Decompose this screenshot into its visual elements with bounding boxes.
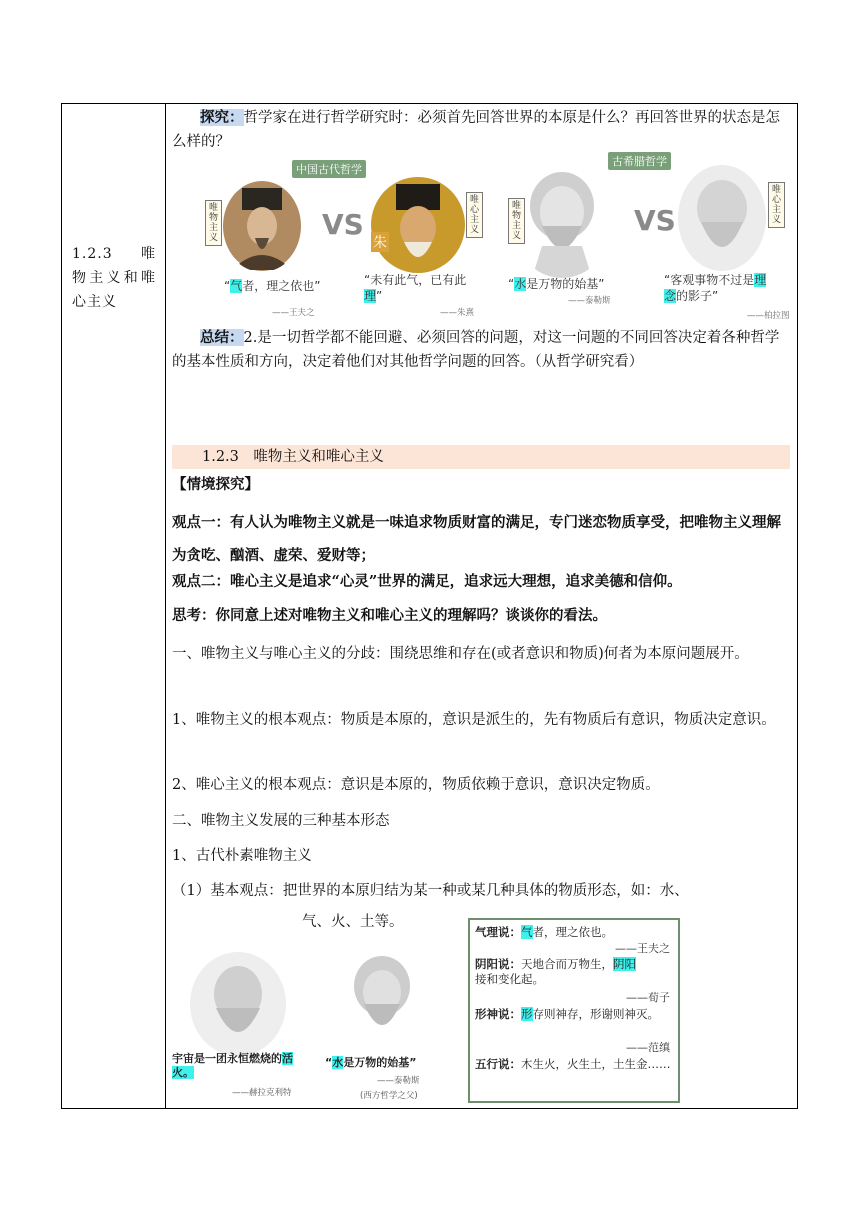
view-two: 观点二：唯心主义是追求“心灵”世界的满足，追求远大理想，追求美德和信仰。: [172, 573, 682, 590]
materialism-tag-2: 唯物主义: [508, 198, 525, 244]
wang-fuzhi-portrait: [222, 180, 302, 272]
thales-note: (西方哲学之父): [360, 1091, 418, 1101]
zhu-char: 朱: [371, 232, 389, 252]
content-table: [61, 103, 798, 1109]
explore-label: 探究：: [200, 109, 244, 126]
summary-paragraph: [172, 326, 792, 374]
view-one: 观点一：有人认为唯物主义就是一味追求物质财富的满足，专门迷恋物质享受，把唯物主义理解为贪吃、酗酒、虚荣、爱财等；: [172, 514, 781, 564]
thales-attr-2: ——泰勒斯: [377, 1076, 420, 1086]
qi-theory: 气理说：气者，理之依也。: [475, 925, 613, 939]
summary-text: 2.是一切哲学都不能回避、必须回答的问题，对这一问题的不同回答决定着各种哲学的基本性质和方向，决定着他们对其他哲学问题的回答。（从哲学研究看）: [172, 330, 780, 370]
quote-plato: “客观事物不过是理念的影子”: [664, 273, 767, 303]
explore-text: 哲学家在进行哲学研究时：必须首先回答世界的本原是什么？再回答世界的状态是怎么样的？: [172, 110, 780, 150]
summary-label: 总结：: [200, 329, 244, 346]
vs-left: VS: [322, 208, 364, 241]
column-divider: [165, 104, 166, 1108]
wuxing-theory: 五行说：木生火，火生土，土生金……: [475, 1057, 671, 1071]
materialism-tag: 唯物主义: [205, 200, 222, 246]
heraclitus-quote: 宇宙是一团永恒燃烧的活火。: [172, 1052, 293, 1079]
thales-bust: [512, 166, 612, 278]
yinyang-attr: ——荀子: [626, 991, 670, 1004]
idealism-tag-2: 唯心主义: [768, 182, 785, 228]
explore-paragraph: [172, 106, 792, 154]
idealism-tag: 唯心主义: [466, 192, 483, 238]
section-heading: 1.2.3 唯物主义和唯心主义: [202, 449, 384, 465]
qi-attr: ——王夫之: [615, 942, 670, 955]
ancient-theories-box: [468, 918, 680, 1103]
xingshen-attr: ——范缜: [626, 1041, 670, 1054]
attr-thales: ——泰勒斯: [568, 296, 611, 306]
point-two-one: 1、古代朴素唯物主义: [172, 848, 312, 864]
xingshen-theory: 形神说：形存则神存，形谢则神灭。: [475, 1007, 659, 1021]
greek-philosophy-label: 古希腊哲学: [608, 152, 671, 170]
attr-zhu: ——朱熹: [440, 308, 475, 318]
thales-quote-2: “水是万物的始基”: [325, 1056, 417, 1069]
quote-wang: “气者，理之依也”: [224, 279, 321, 293]
heraclitus-bust: [188, 950, 288, 1058]
point-one-one: 1、唯物主义的根本观点：物质是本原的，意识是派生的，先有物质后有意识，物质决定意识。: [172, 712, 776, 728]
heraclitus-attr: ——赫拉克利特: [232, 1088, 292, 1098]
plato-bust: [677, 164, 767, 272]
basic-view-line1: （1）基本观点：把世界的本原归结为某一种或某几种具体的物质形态，如：水、: [172, 883, 689, 899]
point-one: 一、唯物主义与唯心主义的分歧：围绕思维和存在(或者意识和物质)何者为本原问题展开。: [172, 646, 749, 662]
attr-plato: ——柏拉图: [747, 311, 790, 321]
vs-right: VS: [634, 204, 676, 237]
basic-view-line2: 气、火、土等。: [302, 914, 404, 930]
situation-heading: 【情境探究】: [172, 476, 259, 493]
philosophers-figure: [172, 154, 792, 321]
quote-thales: “水是万物的始基”: [508, 277, 605, 291]
point-two: 二、唯物主义发展的三种基本形态: [172, 813, 390, 829]
zhu-xi-portrait: [370, 176, 466, 274]
chinese-philosophy-label: 中国古代哲学: [292, 160, 366, 178]
quote-zhu: “未有此气，已有此理”: [364, 273, 467, 303]
lesson-title-cell: 1.2.3 唯物主义和唯心主义: [72, 246, 156, 310]
yinyang-theory: 阴阳说：天地合而万物生，阴阳 接和变化起。: [475, 957, 636, 986]
point-one-two: 2、唯心主义的根本观点：意识是本原的，物质依赖于意识，意识决定物质。: [172, 777, 660, 793]
thales-bust-2: [342, 950, 422, 1050]
attr-wang: ——王夫之: [272, 308, 315, 318]
think-question: 思考：你同意上述对唯物主义和唯心主义的理解吗？谈谈你的看法。: [172, 607, 607, 624]
